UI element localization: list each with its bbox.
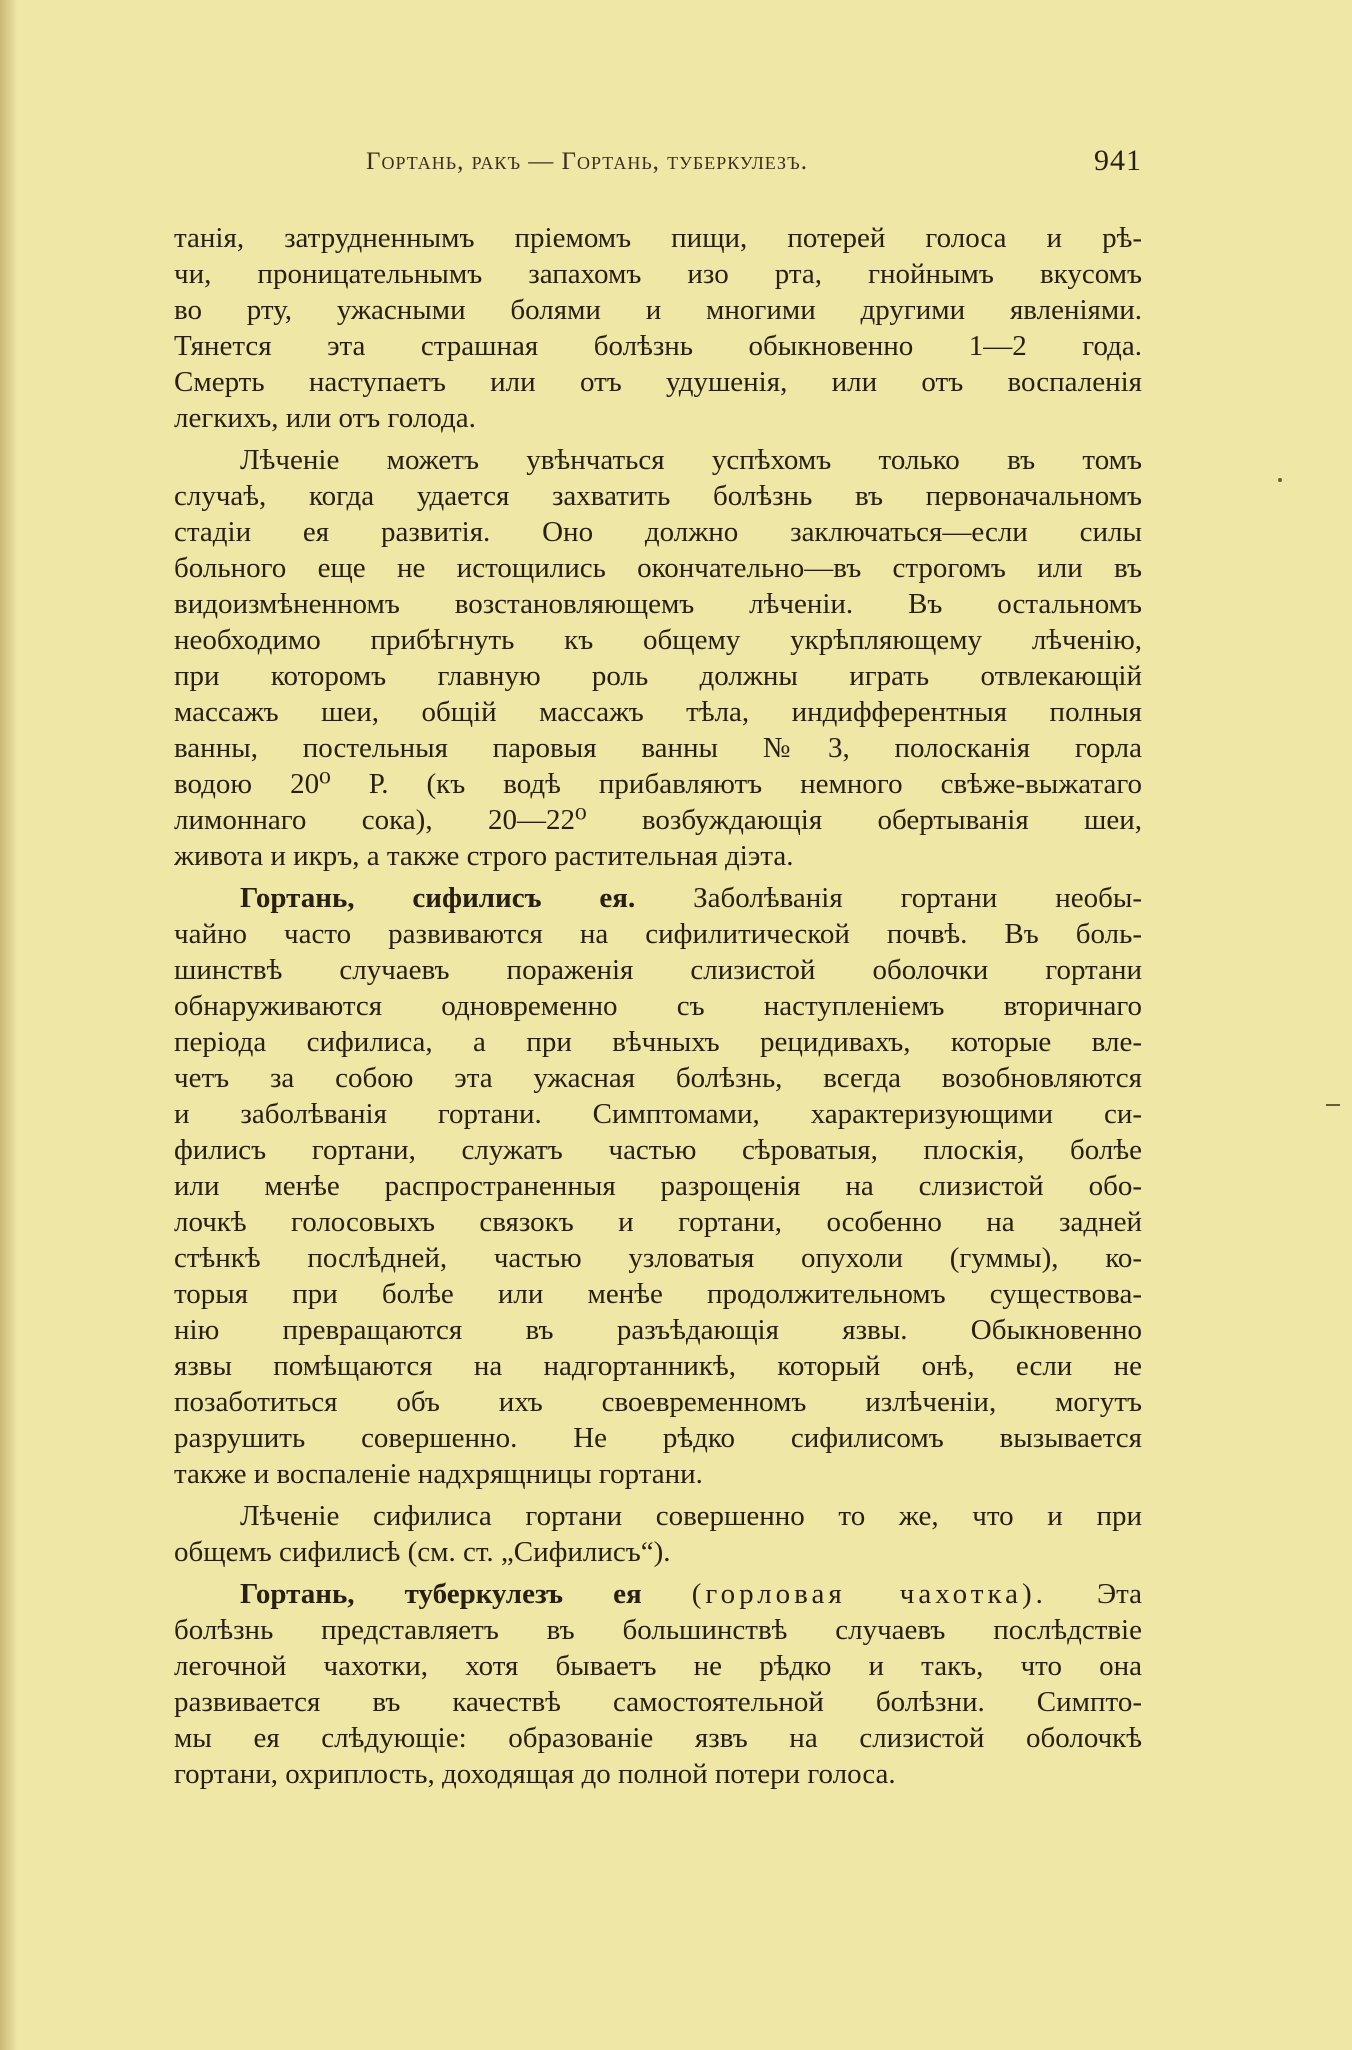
text-line: массажъ шеи, общій массажъ тѣла, индифферентныя полныя <box>174 696 1142 728</box>
section-title: Гортань, туберкулезъ ея <box>240 1578 642 1610</box>
text-line: болѣзнь представляетъ въ большинствѣ случаевъ послѣдствіе <box>174 1614 1142 1646</box>
paragraph-1 <box>174 220 1142 436</box>
text-line: случаѣ, когда удается захватить болѣзнь въ первоначальномъ <box>174 480 1142 512</box>
page-body <box>174 220 1142 1798</box>
text-line: нію превращаются въ разъѣдающія язвы. Обыкновенно <box>174 1314 1142 1346</box>
text-line: при которомъ главную роль должны играть отвлекающій <box>174 660 1142 692</box>
text-line: Лѣченіе сифилиса гортани совершенно то же, что и при <box>240 1500 1142 1532</box>
text-line: лочкѣ голосовыхъ связокъ и гортани, особенно на задней <box>174 1206 1142 1238</box>
text-line: развивается въ качествѣ самостоятельной болѣзни. Симпто- <box>174 1686 1142 1718</box>
text-line: обнаруживаются одновременно съ наступленіемъ вторичнаго <box>174 990 1142 1022</box>
text-line: четъ за собою эта ужасная болѣзнь, всегда возобновляются <box>174 1062 1142 1094</box>
page-header <box>176 142 1142 182</box>
text-line: необходимо прибѣгнуть къ общему укрѣпляющему лѣченію, <box>174 624 1142 656</box>
text-line: также и воспаленіе надхрящницы гортани. <box>174 1458 703 1490</box>
text-line: чи, проницательнымъ запахомъ изо рта, гнойнымъ вкусомъ <box>174 258 1142 290</box>
text-line: торыя при болѣе или менѣе продолжительномъ существова- <box>174 1278 1142 1310</box>
text-line: общемъ сифилисѣ (см. ст. „Сифилисъ“). <box>174 1536 671 1568</box>
text-line: легочной чахотки, хотя бываетъ не рѣдко и такъ, что она <box>174 1650 1142 1682</box>
text-line: больного еще не истощились окончательно—въ строгомъ или въ <box>174 552 1142 584</box>
text-line: періода сифилиса, а при вѣчныхъ рецидивахъ, которые вле- <box>174 1026 1142 1058</box>
text-line: стѣнкѣ послѣдней, частью узловатыя опухоли (гуммы), ко- <box>174 1242 1142 1274</box>
text-line: живота и икръ, а также строго растительная діэта. <box>174 840 794 872</box>
text-line: Лѣченіе можетъ увѣнчаться успѣхомъ только въ томъ <box>240 444 1142 476</box>
text-line <box>174 880 1142 916</box>
spaced-term: (горловая чахотка). <box>691 1578 1047 1610</box>
text-line: разрушить совершенно. Не рѣдко сифилисомъ вызывается <box>174 1422 1142 1454</box>
text-line <box>174 1576 1142 1612</box>
text-line: язвы помѣщаются на надгортанникѣ, который онѣ, если не <box>174 1350 1142 1382</box>
text-line: позаботиться объ ихъ своевременномъ излѣченіи, могутъ <box>174 1386 1142 1418</box>
text-line: легкихъ, или отъ голода. <box>174 402 476 434</box>
paragraph-larynx-syphilis <box>174 880 1142 1492</box>
text-run: Заболѣванія гортани необы- <box>635 882 1142 914</box>
text-line: Смерть наступаетъ или отъ удушенія, или отъ воспаленія <box>174 366 1142 398</box>
text-line: водою 20⁰ Р. (къ водѣ прибавляютъ немного свѣже-выжатаго <box>174 768 1142 800</box>
text-line: филисъ гортани, служатъ частью сѣроватыя, плоскія, болѣе <box>174 1134 1142 1166</box>
text-line: и заболѣванія гортани. Симптомами, характеризующими си- <box>174 1098 1142 1130</box>
text-line: видоизмѣненномъ возстановляющемъ лѣченіи. Въ остальномъ <box>174 588 1142 620</box>
text-line: или менѣе распространенныя разрощенія на слизистой обо- <box>174 1170 1142 1202</box>
text-line: Тянется эта страшная болѣзнь обыкновенно 1—2 года. <box>174 330 1142 362</box>
page-edge-shadow <box>0 0 18 2050</box>
paragraph-2 <box>174 442 1142 874</box>
text-line: мы ея слѣдующіе: образованіе язвъ на слизистой оболочкѣ <box>174 1722 1142 1754</box>
text-line: танія, затрудненнымъ пріемомъ пищи, потерей голоса и рѣ- <box>174 222 1142 254</box>
text-line: шинствѣ случаевъ пораженія слизистой оболочки гортани <box>174 954 1142 986</box>
paragraph-larynx-tuberculosis <box>174 1576 1142 1792</box>
paragraph-4 <box>174 1498 1142 1570</box>
text-line: во рту, ужасными болями и многими другими явленіями. <box>174 294 1142 326</box>
page-number: 941 <box>1094 144 1142 177</box>
text-line: гортани, охриплость, доходящая до полной потери голоса. <box>174 1758 896 1790</box>
text-line: ванны, постельныя паровыя ванны №3, полосканія горла <box>174 732 1142 764</box>
margin-mark <box>1326 1104 1340 1106</box>
text-line: лимоннаго сока), 20—22⁰ возбуждающія обертыванія шеи, <box>174 804 1142 836</box>
section-title: Гортань, сифилисъ ея. <box>240 882 636 914</box>
text-run: Эта <box>1046 1578 1142 1610</box>
ink-speck <box>1278 478 1282 482</box>
text-line: чайно часто развиваются на сифилитической почвѣ. Въ боль- <box>174 918 1142 950</box>
running-head: Гортань, ракъ — Гортань, туберкулезъ. <box>366 148 808 175</box>
text-line: стадіи ея развитія. Оно должно заключаться—если силы <box>174 516 1142 548</box>
